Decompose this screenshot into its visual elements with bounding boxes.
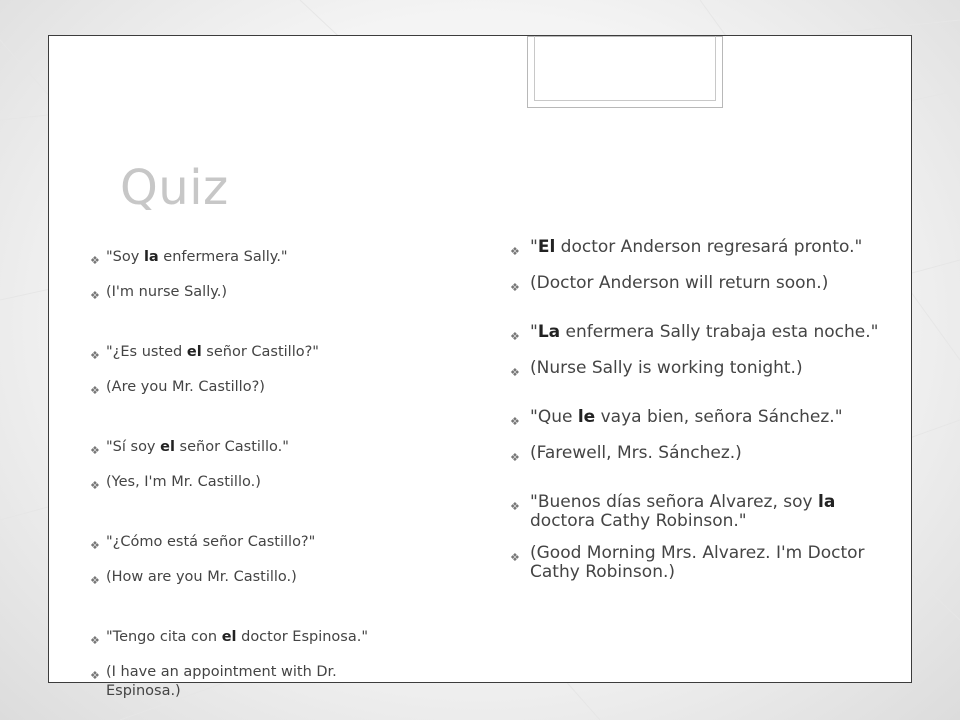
bullet-text: (How are you Mr. Castillo.)	[106, 569, 297, 585]
bullet-icon: ❖	[90, 479, 100, 492]
bullet-icon: ❖	[510, 330, 520, 343]
list-item	[90, 283, 410, 305]
bullet-text: "La enfermera Sally trabaja esta noche."	[530, 322, 879, 342]
bullet-icon: ❖	[510, 500, 520, 513]
list-item	[90, 438, 410, 460]
bullet-text: "¿Cómo está señor Castillo?"	[106, 534, 316, 550]
bullet-text: (I have an appointment with Dr. Espinosa.)	[106, 664, 337, 699]
bullet-icon: ❖	[90, 384, 100, 397]
list-item	[90, 533, 410, 555]
list-item	[510, 274, 890, 297]
list-item	[90, 628, 410, 650]
bullet-icon: ❖	[510, 551, 520, 564]
bullet-icon: ❖	[90, 289, 100, 302]
list-item	[90, 663, 410, 701]
list-item	[90, 343, 410, 365]
list-item	[90, 378, 410, 400]
list-item	[510, 359, 890, 382]
list-item	[510, 544, 890, 582]
list-item	[510, 323, 890, 346]
list-item	[510, 238, 890, 261]
list-item	[90, 248, 410, 270]
bullet-text: (Nurse Sally is working tonight.)	[530, 358, 803, 378]
bullet-icon: ❖	[510, 366, 520, 379]
slide-decorative-tab	[527, 36, 723, 108]
bullet-text: "Buenos días señora Alvarez, soy la doctora Cathy Robinson."	[530, 492, 836, 531]
bullet-text: (Yes, I'm Mr. Castillo.)	[106, 474, 261, 490]
bullet-text: (Good Morning Mrs. Alvarez. I'm Doctor Cathy Robinson.)	[530, 543, 865, 582]
bullet-text: "Que le vaya bien, señora Sánchez."	[530, 407, 843, 427]
bullet-icon: ❖	[90, 574, 100, 587]
list-item	[510, 408, 890, 431]
bullet-icon: ❖	[90, 634, 100, 647]
bullet-icon: ❖	[510, 281, 520, 294]
bullet-text: "Sí soy el señor Castillo."	[106, 439, 289, 455]
bullet-text: "Tengo cita con el doctor Espinosa."	[106, 629, 369, 645]
bullet-icon: ❖	[90, 349, 100, 362]
list-item	[90, 568, 410, 590]
bullet-icon: ❖	[510, 415, 520, 428]
bullet-icon: ❖	[90, 539, 100, 552]
bullet-text: "El doctor Anderson regresará pronto."	[530, 237, 863, 257]
list-item	[90, 473, 410, 495]
bullet-text: (Are you Mr. Castillo?)	[106, 379, 265, 395]
bullet-icon: ❖	[510, 451, 520, 464]
bullet-text: "¿Es usted el señor Castillo?"	[106, 344, 319, 360]
bullet-icon: ❖	[90, 669, 100, 682]
slide-title: Quiz	[120, 160, 229, 216]
list-item	[510, 444, 890, 467]
bullet-icon: ❖	[510, 245, 520, 258]
list-item	[510, 493, 890, 531]
bullet-text: (Farewell, Mrs. Sánchez.)	[530, 443, 742, 463]
bullet-text: (I'm nurse Sally.)	[106, 284, 228, 300]
left-bullet-list	[90, 248, 410, 701]
bullet-text: "Soy la enfermera Sally."	[106, 249, 288, 265]
bullet-icon: ❖	[90, 254, 100, 267]
right-bullet-list	[510, 238, 890, 582]
bullet-text: (Doctor Anderson will return soon.)	[530, 273, 829, 293]
bullet-icon: ❖	[90, 444, 100, 457]
